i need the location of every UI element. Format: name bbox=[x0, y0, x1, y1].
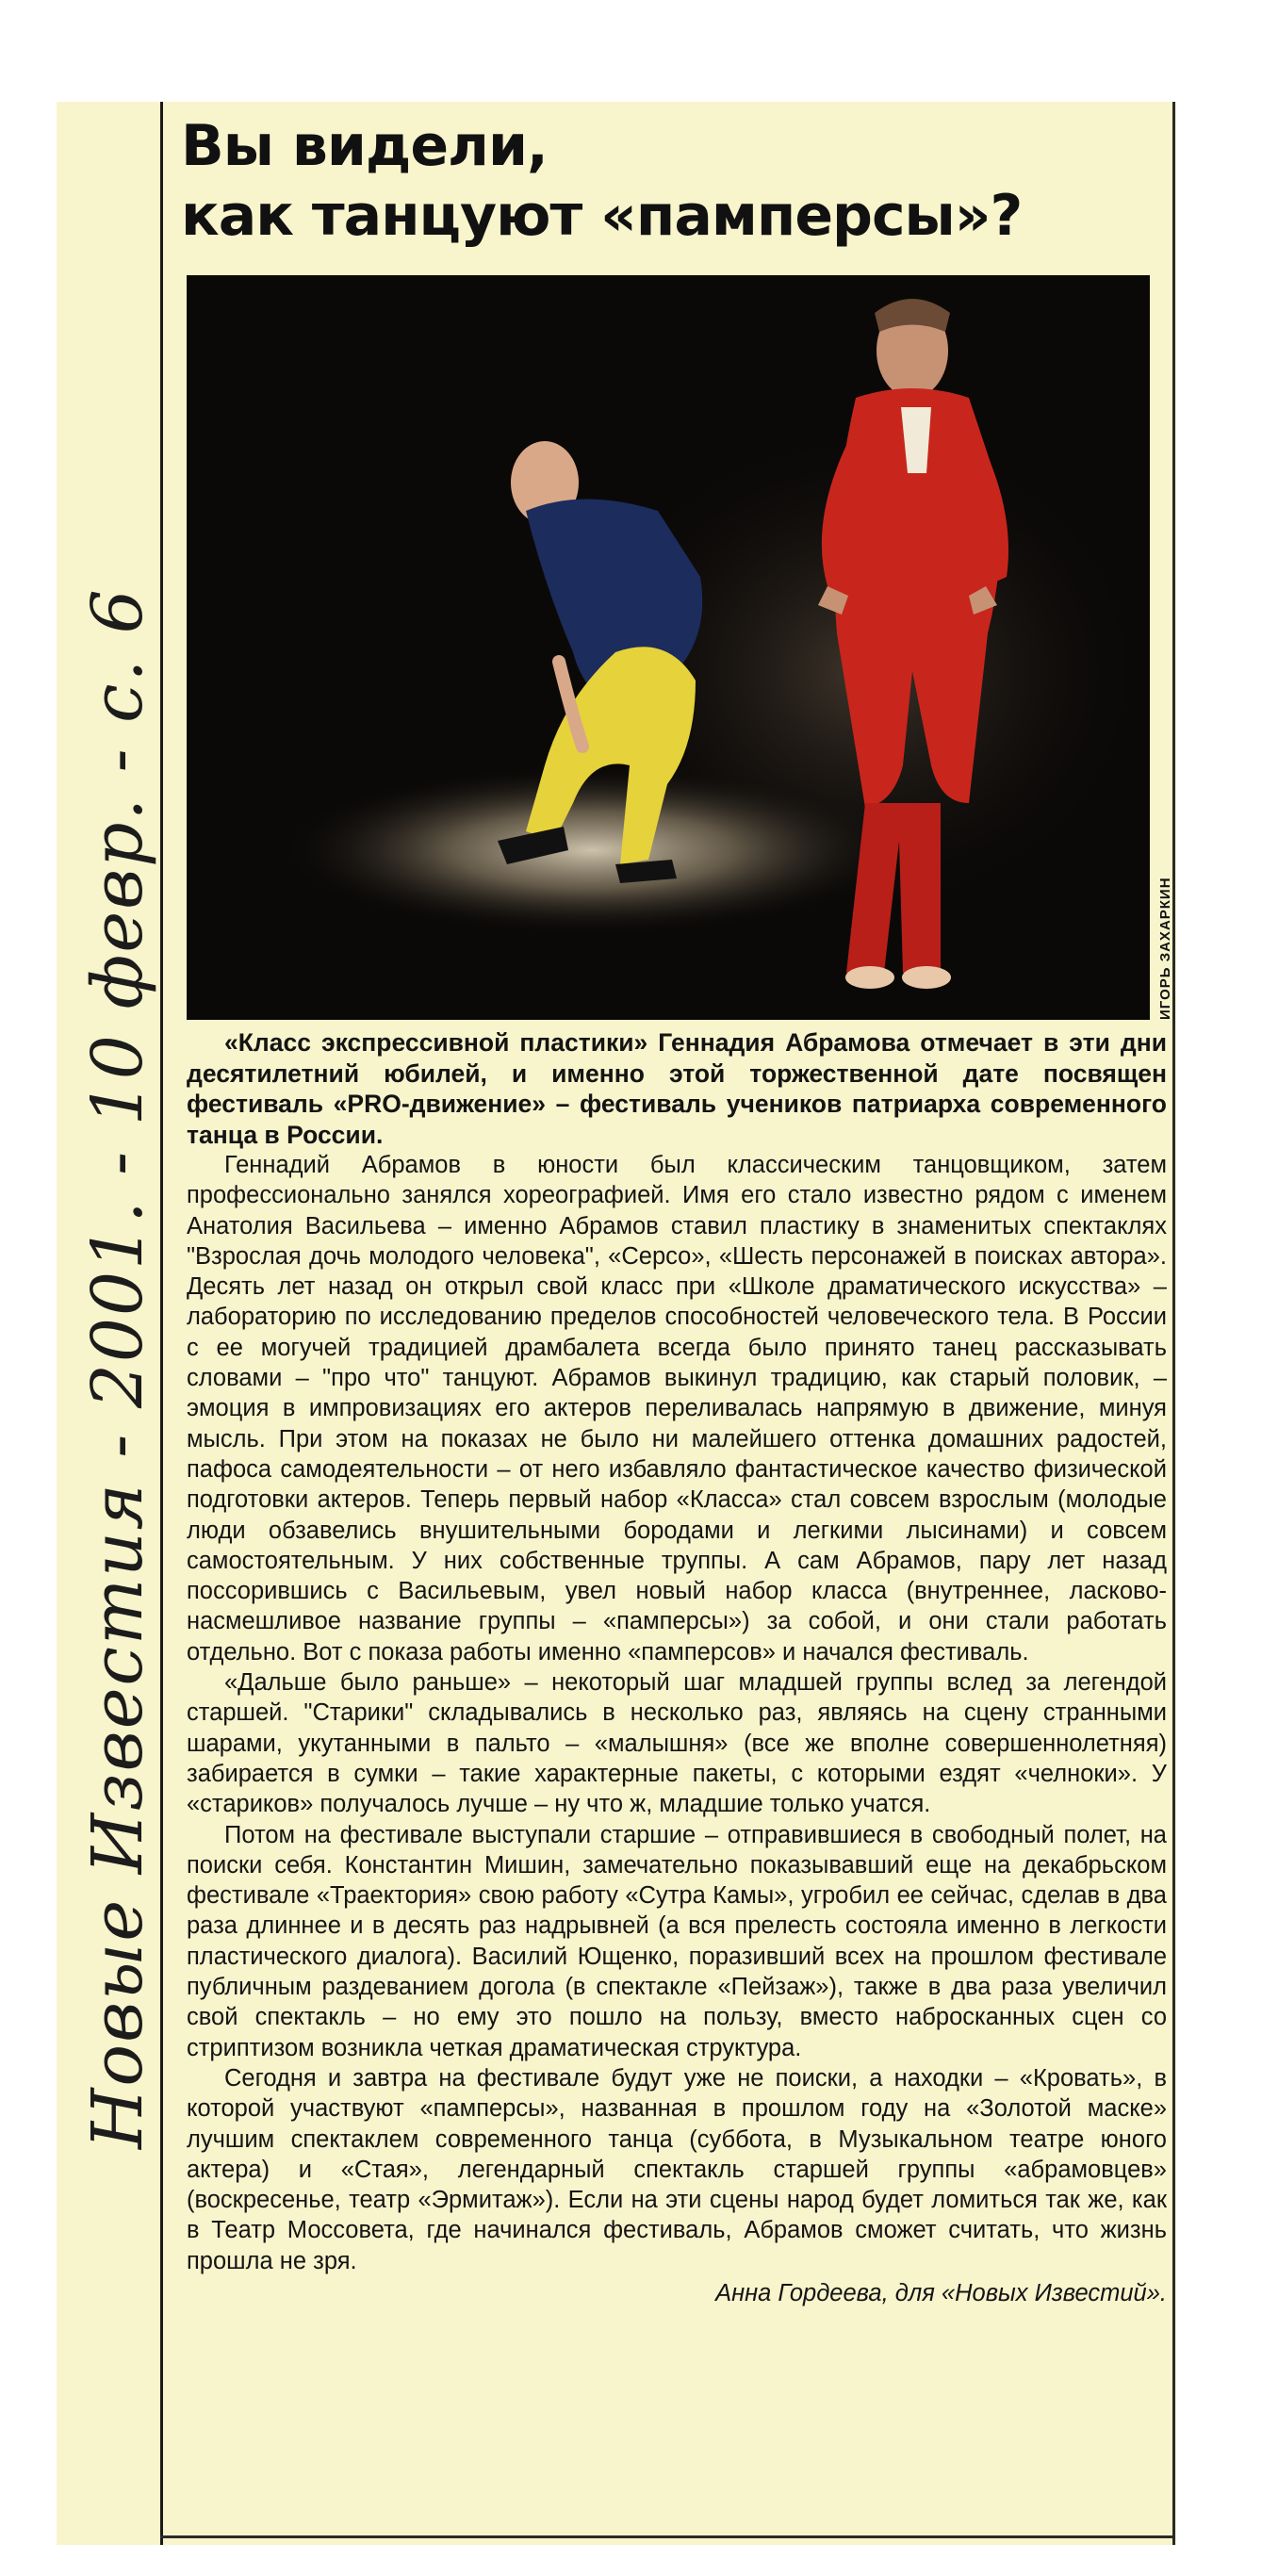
handwritten-source-note: Новые Известия - 2001. - 10 февр. - с. 6 bbox=[77, 587, 158, 2149]
article-paragraph: Потом на фестивале выступали старшие – отправившиеся в свободный полет, на поиски себя. Константин Мишин, замечательно показывавший еще на декабрьском фестивале «Траектория» свою работу «Сутра Камы», угробил ее сейчас, сделав в два раза длиннее и в десять раз надрывней (а вся прелесть состояла именно в легкости пластического диалога). Василий Ющенко, поразивший всех на прошлом фестивале публичным раздеванием догола (в спектакле «Пейзаж»), также в два раза увеличил свой спектакль – но ему это пошло на пользу, вместо набросканных сцен со стриптизом возникла четкая драматическая структура. bbox=[187, 1821, 1167, 2061]
article-lead: «Класс экспрессивной пластики» Геннадия Абрамова отмечает в эти дни десятилетний юбилей, и именно этой торжественной дате посвящен фестиваль «PRO-движение» – фестиваль учеников патриарха современного танца в России. bbox=[187, 1028, 1167, 1149]
photo-credit: ИГОРЬ ЗАХАРКИН bbox=[1157, 877, 1173, 1020]
article-paragraph: Геннадий Абрамов в юности был классическим танцовщиком, затем профессионально занялся хореографией. Имя его стало известно рядом с именем Анатолия Васильева – именно Абрамов ставил пластику в знаменитых спектаклях "Взрослая дочь молодого человека", «Серсо», «Шесть персонажей в поисках автора». Десять лет назад он открыл свой класс при «Школе драматического искусства» – лабораторию по исследованию пределов способностей человеческого тела. В России с ее могучей традицией драмбалета всегда было принято танец рассказывать словами – "про что" танцуют. Абрамов выкинул традицию, как старый половик, – эмоция в импровизациях его актеров переливалась напрямую в движение, минуя мысль. При этом на показах не было ни малейшего оттенка домашних радостей, пафоса самодеятельности – от него избавляло фантастическое качество физической подготовки актеров. Теперь первый набор «Класса» стал совсем взрослым (молодые люди обзавелись внушительными бородами и легкими лысинами) и совсем самостоятельным. У них собственные труппы. А сам Абрамов, пару лет назад поссорившись с Васильевым, увел новый набор класса (внутреннее, ласково-насмешливое название группы – «памперсы») за собой, и они стали работать отдельно. Вот с показа работы именно «памперсов» и начался фестиваль. bbox=[187, 1152, 1167, 1665]
author-signature: Анна Гордеева, для «Новых Известий». bbox=[715, 2279, 1167, 2306]
column-rule-left bbox=[160, 102, 163, 2545]
article-paragraph: «Дальше было раньше» – некоторый шаг младшей группы вслед за легендой старшей. "Старики" складывались в несколько раз, являясь на сцену странными шарами, укутанными в пальто – «малышня» (все же вполне совершеннолетняя) забирается в сумки – такие характерные пакеты, с которыми ездят «челноки». У «стариков» получалось лучше – ну что ж, младшие только учатся. bbox=[187, 1669, 1167, 1818]
article-paragraph: Сегодня и завтра на фестивале будут уже не поиски, а находки – «Кровать», в которой участвуют «памперсы», названная в прошлом году на «Золотой маске» лучшим спектаклем современного танца (суббота, в Музыкальном театре юного актера) и «Стая», легендарный спектакль старшей группы «абрамовцев» (воскресенье, театр «Эрмитаж»). Если на эти сцены народ будет ломиться так же, как в Театр Моссовета, где начинался фестиваль, Абрамов сможет считать, что жизнь прошла не зря. bbox=[187, 2064, 1167, 2274]
article-headline bbox=[181, 111, 1161, 251]
headline-line-2: как танцуют «памперсы»? bbox=[181, 183, 1023, 249]
headline-line-1: Вы видели, bbox=[181, 113, 548, 179]
column-rule-bottom bbox=[160, 2535, 1175, 2538]
column-rule-right bbox=[1172, 102, 1175, 2545]
dance-photo bbox=[187, 275, 1150, 1020]
dance-photo-image bbox=[187, 275, 1150, 1020]
article-body bbox=[187, 1027, 1167, 2308]
